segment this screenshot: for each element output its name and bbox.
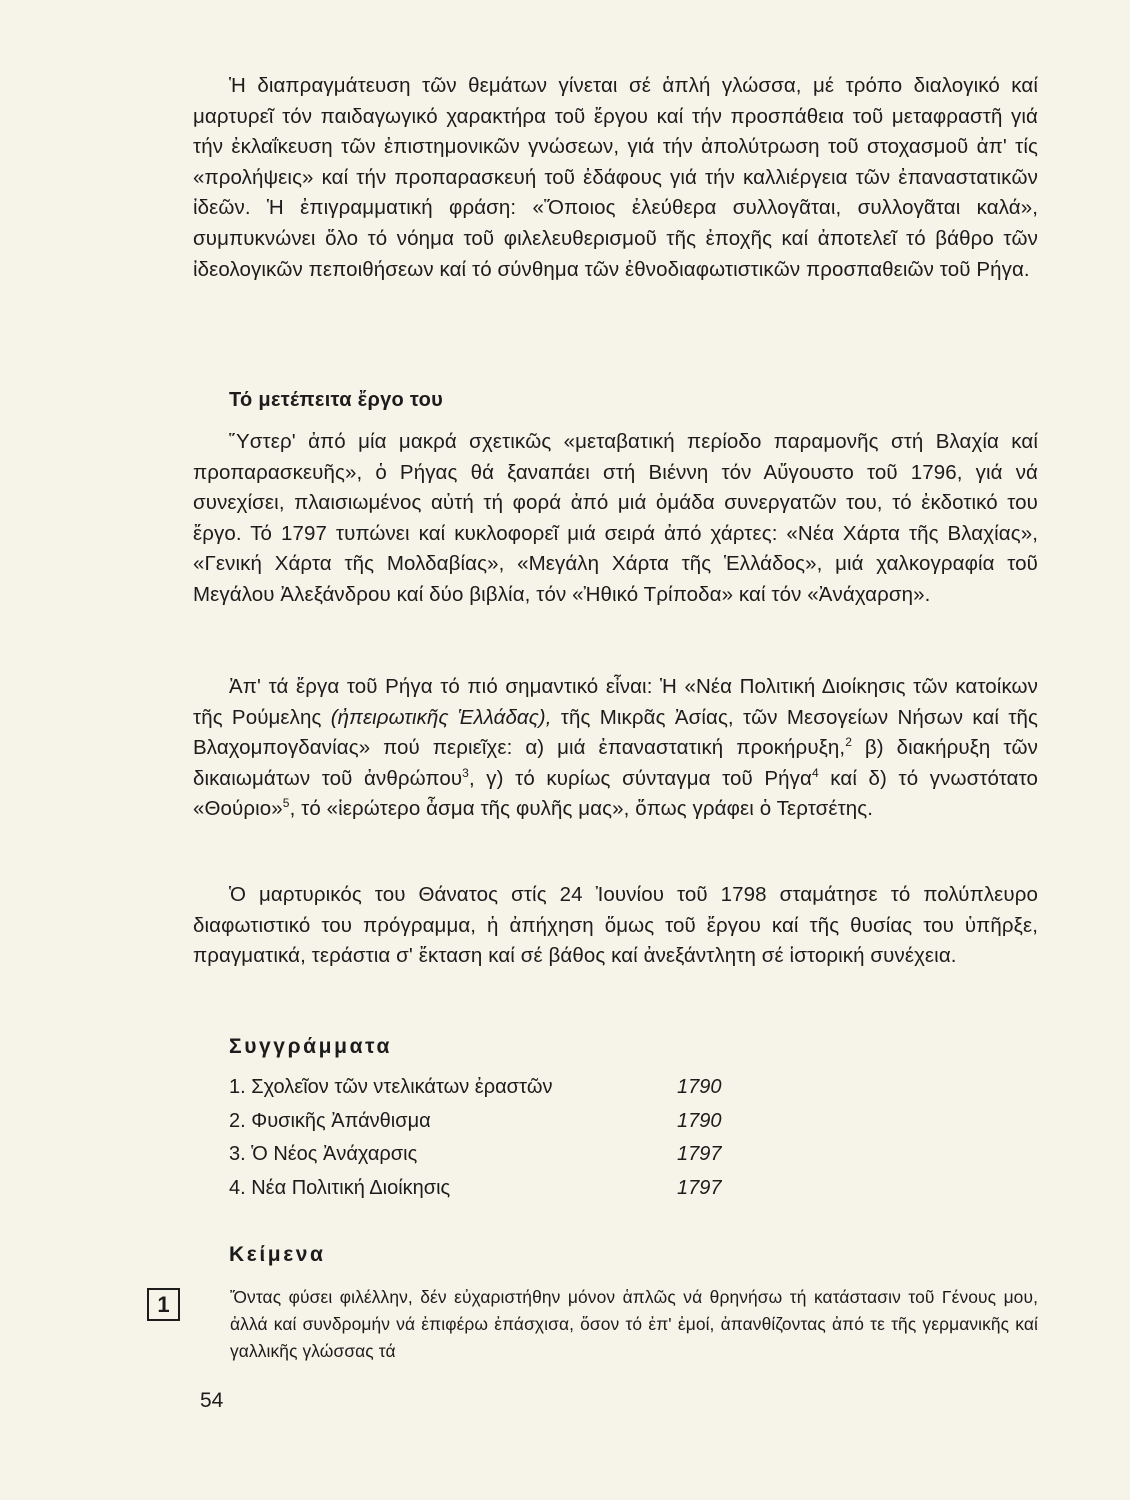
text-number-box: 1 <box>147 1288 180 1321</box>
footnote-ref-2: 2 <box>845 735 852 750</box>
p2-text-6: , τό «ἱερώτερο ἆσμα τῆς φυλῆς μας», ὅπως γράφει ὁ Τερτσέτης. <box>289 797 874 821</box>
footnote-ref-3: 3 <box>462 765 469 780</box>
intro-paragraph: Ἡ διαπραγμάτευση τῶν θεμάτων γίνεται σέ ἁπλή γλώσσα, μέ τρόπο διαλογικό καί μαρτυρεῖ τόν παιδαγωγικό χαρακτήρα τοῦ ἔργου καί τήν προσπάθεια τοῦ μεταφραστῆ γιά τήν ἐκλαΐκευση τῶν ἐπιστημονικῶν γνώσεων, γιά τήν ἀπολύτρωση τοῦ στοχασμοῦ ἀπ' τίς «προλήψεις» καί τήν προπαρασκευή τοῦ ἐδάφους γιά τήν καλλιέργεια τῶν ἐπαναστατικῶν ἰδεῶν. Ἡ ἐπιγραμματική φράση: «Ὅποιος ἐλεύθερα συλλογᾶται, συλλογᾶται καλά», συμπυκνώνει ὅλο τό νόημα τοῦ φιλελευθερισμοῦ τῆς ἐποχῆς καί ἀποτελεῖ τό βάθρο τῶν ἰδεολογικῶν πεποιθήσεων καί τό σύνθημα τῶν ἐθνοδιαφωτιστικῶν προσπαθειῶν τοῦ Ρήγα. <box>193 74 1038 281</box>
works-heading: Συγγράμματα <box>229 1035 392 1058</box>
works-list <box>229 1076 749 1210</box>
work-year: 1790 <box>677 1109 722 1132</box>
p2-text-5: καί δ) τό γνωστότατο «Θούριο» <box>193 766 1038 821</box>
p2-text-4: , γ) τό κυρίως σύνταγμα τοῦ Ρήγα <box>468 766 812 790</box>
work-item <box>229 1177 749 1211</box>
text-excerpt: Ὄντας φύσει φιλέλλην, δέν εὐχαριστήθην μόνον ἁπλῶς νά θρηνήσω τή κατάστασιν τοῦ Γένους μου, ἀλλά καί συνδρομήν νά ἐπιφέρω ἐπάσχισα, ὅσον τό ἐπ' ἐμοί, ἀπανθίζοντας ἀπό τε τῆς γερμανικῆς καί γαλλικῆς γλώσσας τά <box>230 1287 1038 1361</box>
section-heading-later-work: Τό μετέπειτα ἔργο του <box>229 389 444 411</box>
work-year: 1797 <box>677 1143 722 1165</box>
work-title: 4. Νέα Πολιτική Διοίκησις <box>229 1176 451 1199</box>
footnote-ref-4: 4 <box>811 765 819 780</box>
page-number: 54 <box>200 1389 224 1412</box>
footnote-ref-5: 5 <box>282 796 290 811</box>
work-title: 3. Ὁ Νέος Ἀνάχαρσις <box>229 1143 418 1165</box>
work-year: 1797 <box>677 1176 722 1199</box>
work-item <box>229 1076 749 1110</box>
later-work-paragraph-2 <box>193 672 1038 825</box>
p2-text-3: β) διακήρυξη τῶν δικαιωμάτων τοῦ ἀνθρώπου <box>193 736 1038 790</box>
work-year: 1790 <box>677 1076 722 1098</box>
work-title: 2. Φυσικῆς Ἀπάνθισμα <box>229 1109 431 1132</box>
work-title: 1. Σχολεῖον τῶν ντελικάτων ἐραστῶν <box>229 1076 553 1098</box>
later-work-paragraph-3: Ὁ μαρτυρικός του Θάνατος στίς 24 Ἰουνίου τοῦ 1798 σταμάτησε τό πολύπλευρο διαφωτιστικό του πρόγραμμα, ἡ ἀπήχηση ὅμως τοῦ ἔργου καί τῆς θυσίας του ὑπῆρξε, πραγματικά, τεράστια σ' ἔκταση καί σέ βάθος καί ἀνεξάντλητη σέ ἱστορική συνέχεια. <box>193 883 1038 968</box>
work-item <box>229 1143 749 1177</box>
later-work-paragraph-1: Ὕστερ' ἀπό μία μακρά σχετικῶς «μεταβατική περίοδο παραμονῆς στή Βλαχία καί προπαρασκευῆς», ὁ Ρήγας θά ξαναπάει στή Βιέννη τόν Αὔγουστο τοῦ 1796, γιά νά συνεχίσει, πλαισιωμένος αὐτή τή φορά ἀπό μιά ὁμάδα συνεργατῶν του, τό ἐκδοτικό του ἔργο. Τό 1797 τυπώνει καί κυκλοφορεῖ μιά σειρά ἀπό χάρτες: «Νέα Χάρτα τῆς Βλαχίας», «Γενική Χάρτα τῆς Μολδαβίας», «Μεγάλη Χάρτα τῆς Ἑλλάδος», μιά χαλκογραφία τοῦ Μεγάλου Ἀλεξάνδρου καί δύο βιβλία, τόν «Ἠθικό Τρίποδα» καί τόν «Ἀνάχαρση». <box>193 430 1038 606</box>
texts-heading: Κείμενα <box>229 1243 326 1266</box>
work-item <box>229 1110 749 1144</box>
p2-text-2: τῆς Μικρᾶς Ἀσίας, τῶν Μεσογείων Νήσων καί τῆς Βλαχομπογδανίας» πού περιεῖχε: α) μιά ἐπαναστατική προκήρυξη, <box>193 705 1038 760</box>
p2-italic-text: (ἠπειρωτικῆς Ἑλλάδας), <box>330 705 552 729</box>
p2-text-1: Ἀπ' τά ἔργα τοῦ Ρήγα τό πιό σημαντικό εἶναι: Ἡ «Νέα Πολιτική Διοίκησις τῶν κατοίκων τῆς Ρούμελης <box>193 675 1038 729</box>
